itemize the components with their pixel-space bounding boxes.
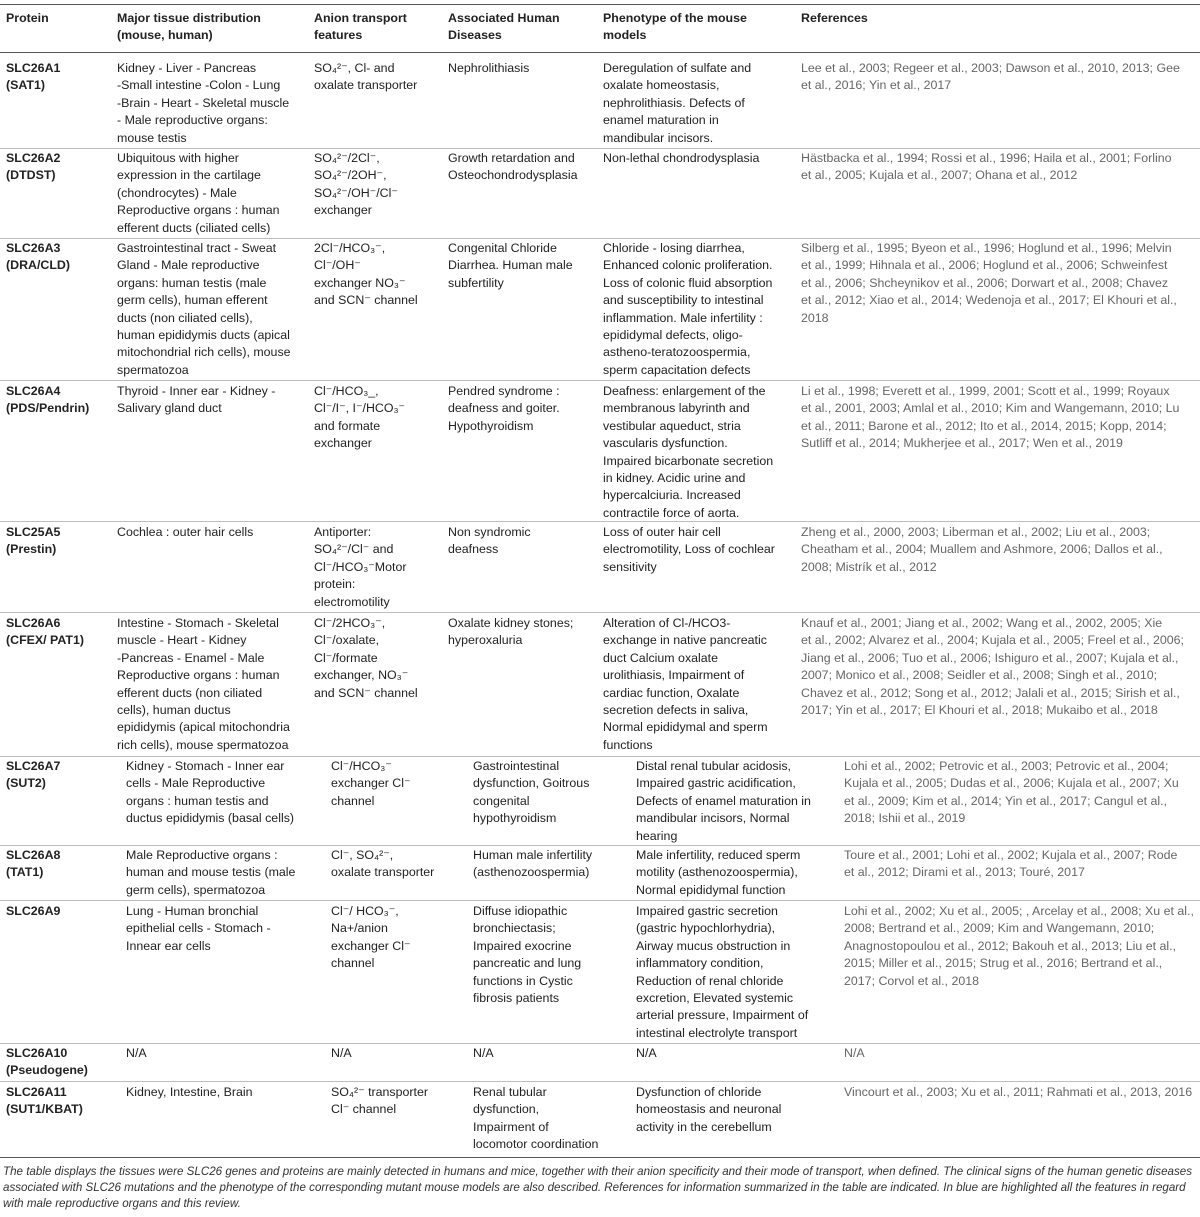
row-divider (0, 521, 1200, 522)
tissue-cell: Gastrointestinal tract - Sweat Gland - Male reproductive organs: human testis (male germ cells), human efferent ducts (non ciliated cells), human epididymis ducts (apical mitochondrial rich cells), mouse spermatozoa (117, 241, 291, 377)
protein-name: SLC26A10 (Pseudogene) (6, 1046, 88, 1078)
phenotype-cell: Male infertility, reduced sperm motility (asthenozoospermia), Normal epididymal function (636, 848, 801, 897)
references-cell: Vincourt et al., 2003; Xu et al., 2011; Rahmati et al., 2013, 2016 (844, 1085, 1193, 1099)
protein-name: SLC26A7 (SUT2) (6, 759, 61, 791)
protein-name: SLC26A3 (DRA/CLD) (6, 241, 71, 273)
transport-cell: SO₄²⁻ transporter Cl⁻ channel (331, 1085, 428, 1117)
disease-cell: Pendred syndrome : deafness and goiter. Hypothyroidism (448, 384, 560, 433)
header-references: References (801, 11, 868, 25)
row-divider (0, 380, 1200, 381)
table-bottom-rule (0, 1157, 1200, 1158)
transport-cell: 2Cl⁻/HCO₃⁻, Cl⁻/OH⁻ exchanger NO₃⁻ and SCN⁻ channel (314, 241, 418, 308)
row-divider (0, 845, 1200, 846)
disease-cell: N/A (473, 1046, 494, 1060)
tissue-cell: Thyroid - Inner ear - Kidney - Salivary gland duct (117, 384, 276, 416)
tissue-cell: Kidney, Intestine, Brain (126, 1085, 253, 1099)
phenotype-cell: Impaired gastric secretion (gastric hypochlorhydria), Airway mucus obstruction in inflammatory condition, Reduction of renal chloride excretion, Elevated systemic arterial pressure, Impairment of intestinal electrolyte transport (636, 904, 809, 1040)
row-divider (0, 1043, 1200, 1044)
header-protein: Protein (6, 11, 49, 25)
transport-cell: SO₄²⁻, Cl- and oxalate transporter (314, 61, 418, 93)
row-divider (0, 612, 1200, 613)
tissue-cell: Ubiquitous with higher expression in the cartilage (chondrocytes) - Male Reproductive organs : human efferent ducts (ciliated cells) (117, 151, 280, 235)
protein-name: SLC26A1 (SAT1) (6, 61, 61, 93)
references-cell: Lee et al., 2003; Regeer et al., 2003; Dawson et al., 2010, 2013; Gee et al., 2016; Yin et al., 2017 (801, 61, 1180, 93)
phenotype-cell: Distal renal tubular acidosis, Impaired gastric acidification, Defects of enamel maturation in mandibular incisors, Normal hearing (636, 759, 811, 843)
references-cell: Hästbacka et al., 1994; Rossi et al., 1996; Haila et al., 2001; Forlino et al., 2005; Kujala et al., 2007; Ohana et al., 2012 (801, 151, 1172, 183)
disease-cell: Renal tubular dysfunction, Impairment of locomotor coordination (473, 1085, 599, 1152)
phenotype-cell: Loss of outer hair cell electromotility, Loss of cochlear sensitivity (603, 525, 775, 574)
header-bottom-rule (0, 52, 1200, 53)
phenotype-cell: Deregulation of sulfate and oxalate homeostasis, nephrolithiasis. Defects of enamel maturation in mandibular incisors. (603, 61, 752, 145)
tissue-cell: Kidney - Liver - Pancreas -Small intestine -Colon - Lung -Brain - Heart - Skeletal muscle - Male reproductive organs: mouse testis (117, 61, 290, 145)
transport-cell: Cl⁻/HCO₃⁻ exchanger Cl⁻ channel (331, 759, 411, 808)
protein-name: SLC26A8 (TAT1) (6, 848, 61, 880)
row-divider (0, 148, 1200, 149)
references-cell: Lohi et al., 2002; Xu et al., 2005; , Arcelay et al., 2008; Xu et al., 2008; Bertrand et al., 2009; Kim and Wangemann, 2010; Anagnostopoulou et al., 2012; Bakouh et al., 2013; Liu et al., 2015; Miller et al., 2015; Strug et al., 2016; Bertrand et al., 2017; Corvol et al., 2018 (844, 904, 1194, 988)
tissue-cell: N/A (126, 1046, 147, 1060)
phenotype-cell: Deafness: enlargement of the membranous labyrinth and vestibular aqueduct, stria vascularis dysfunction. Impaired bicarbonate secretion in kidney. Acidic urine and hypercalciuria. Increased contractile force of aorta. (603, 384, 774, 520)
disease-cell: Diffuse idiopathic bronchiectasis; Impaired exocrine pancreatic and lung functions in Cystic fibrosis patients (473, 904, 582, 1006)
disease-cell: Nephrolithiasis (448, 61, 530, 75)
transport-cell: Cl⁻/HCO₃_, Cl⁻/I⁻, I⁻/HCO₃⁻ and formate exchanger (314, 384, 406, 451)
protein-name: SLC26A6 (CFEX/ PAT1) (6, 616, 85, 648)
tissue-cell: Intestine - Stomach - Skeletal muscle - Heart - Kidney -Pancreas - Enamel - Male Reproductive organs : human efferent ducts (non ciliated cells), human ductus epididymis (apical mitochondria rich cells), mouse spermatozoa (117, 616, 290, 752)
protein-name: SLC26A4 (PDS/Pendrin) (6, 384, 90, 416)
protein-name: SLC26A11 (SUT1/KBAT) (6, 1085, 83, 1117)
transport-cell: Cl⁻/ HCO₃⁻, Na+/anion exchanger Cl⁻ channel (331, 904, 411, 971)
row-divider (0, 756, 1200, 757)
tissue-cell: Cochlea : outer hair cells (117, 525, 254, 539)
phenotype-cell: Chloride - losing diarrhea, Enhanced colonic proliferation. Loss of colonic fluid absorption and susceptibility to intestinal inflammation. Male infertility : epididymal defects, oligo- astheno-teratozoospermia, sperm capacitation defects (603, 241, 773, 377)
references-cell: N/A (844, 1046, 865, 1060)
disease-cell: Gastrointestinal dysfunction, Goitrous congenital hypothyroidism (473, 759, 590, 826)
tissue-cell: Lung - Human bronchial epithelial cells - Stomach - Innear ear cells (126, 904, 271, 953)
references-cell: Lohi et al., 2002; Petrovic et al., 2003; Petrovic et al., 2004; Kujala et al., 2005; Dudas et al., 2006; Kujala et al., 2007; Xu et al., 2009; Kim et al., 2014; Yin et al., 2017; Cangul et al., 2018; Ishii et al., 2019 (844, 759, 1179, 826)
protein-name: SLC26A2 (DTDST) (6, 151, 61, 183)
protein-name: SLC25A5 (Prestin) (6, 525, 61, 557)
row-divider (0, 1081, 1200, 1082)
transport-cell: Antiporter: SO₄²⁻/Cl⁻ and Cl⁻/HCO₃⁻Motor protein: electromotility (314, 525, 407, 609)
header-tissue: Major tissue distribution (mouse, human) (117, 11, 261, 43)
references-cell: Zheng et al., 2000, 2003; Liberman et al., 2002; Liu et al., 2003; Cheatham et al., 2004; Muallem and Ashmore, 2006; Dallos et al., 2008; Mistrík et al., 2012 (801, 525, 1163, 574)
disease-cell: Oxalate kidney stones; hyperoxaluria (448, 616, 574, 648)
references-cell: Li et al., 1998; Everett et al., 1999, 2001; Scott et al., 1999; Royaux et al., 2001, 2003; Amlal et al., 2010; Kim and Wangemann, 2010; Lu et al., 2011; Barone et al., 2012; Ito et al., 2014, 2015; Kopp, 2014; Sutliff et al., 2014; Mukherjee et al., 2017; Wen et al., 2019 (801, 384, 1180, 451)
transport-cell: SO₄²⁻/2Cl⁻, SO₄²⁻/2OH⁻, SO₄²⁻/OH⁻/Cl⁻ exchanger (314, 151, 398, 218)
references-cell: Toure et al., 2001; Lohi et al., 2002; Kujala et al., 2007; Rode et al., 2012; Dirami et al., 2013; Touré, 2017 (844, 848, 1178, 880)
disease-cell: Growth retardation and Osteochondrodysplasia (448, 151, 578, 183)
header-transport: Anion transport features (314, 11, 407, 43)
disease-cell: Human male infertility (asthenozoospermia) (473, 848, 593, 880)
phenotype-cell: Alteration of Cl-/HCO3- exchange in native pancreatic duct Calcium oxalate urolithiasis, Impairment of cardiac function, Oxalate secretion defects in saliva, Normal epididymal and sperm functions (603, 616, 768, 752)
protein-name: SLC26A9 (6, 904, 61, 918)
references-cell: Silberg et al., 1995; Byeon et al., 1996; Hoglund et al., 1996; Melvin et al., 1999; Hihnala et al., 2006; Hoglund et al., 2006; Schweinfest et al., 2006; Shcheynikov et al., 2006; Dorwart et al., 2008; Chavez et al., 2012; Xiao et al., 2014; Wedenoja et al., 2017; El Khouri et al., 2018 (801, 241, 1177, 325)
tissue-cell: Male Reproductive organs : human and mouse testis (male germ cells), spermatozoa (126, 848, 296, 897)
transport-cell: Cl⁻/2HCO₃⁻, Cl⁻/oxalate, Cl⁻/formate exchanger, NO₃⁻ and SCN⁻ channel (314, 616, 418, 700)
disease-cell: Congenital Chloride Diarrhea. Human male subfertility (448, 241, 573, 290)
tissue-cell: Kidney - Stomach - Inner ear cells - Male Reproductive organs : human testis and ductus epididymis (basal cells) (126, 759, 295, 826)
row-divider (0, 900, 1200, 901)
phenotype-cell: N/A (636, 1046, 657, 1060)
phenotype-cell: Dysfunction of chloride homeostasis and neuronal activity in the cerebellum (636, 1085, 782, 1134)
phenotype-cell: Non-lethal chondrodysplasia (603, 151, 760, 165)
transport-cell: N/A (331, 1046, 352, 1060)
table-top-rule (0, 4, 1200, 5)
header-diseases: Associated Human Diseases (448, 11, 560, 43)
transport-cell: Cl⁻, SO₄²⁻, oxalate transporter (331, 848, 435, 880)
references-cell: Knauf et al., 2001; Jiang et al., 2002; Wang et al., 2002, 2005; Xie et al., 2002; Alvarez et al., 2004; Kujala et al., 2005; Freel et al., 2006; Jiang et al., 2006; Tuo et al., 2006; Ishiguro et al., 2007; Kujala et al., 2007; Monico et al., 2008; Seidler et al., 2008; Singh et al., 2010; Chavez et al., 2012; Song et al., 2012; Jalali et al., 2015; Sirish et al., 2017; Yin et al., 2017; El Khouri et al., 2018; Mukaibo et al., 2018 (801, 616, 1184, 718)
row-divider (0, 238, 1200, 239)
disease-cell: Non syndromic deafness (448, 525, 531, 557)
header-phenotype: Phenotype of the mouse models (603, 11, 747, 43)
table-footnote: The table displays the tissues were SLC26 genes and proteins are mainly detected in humans and mice, together with their anion specificity and their mode of transport, when defined. The clinical signs of the human genetic diseases associated with SLC26 mutations and the phenotype of the corresponding mutant mouse models are also described. References for information summarized in the table are indicated. In blue are highlighted all the features in regard with male reproductive organs and this review. (3, 1165, 1193, 1210)
